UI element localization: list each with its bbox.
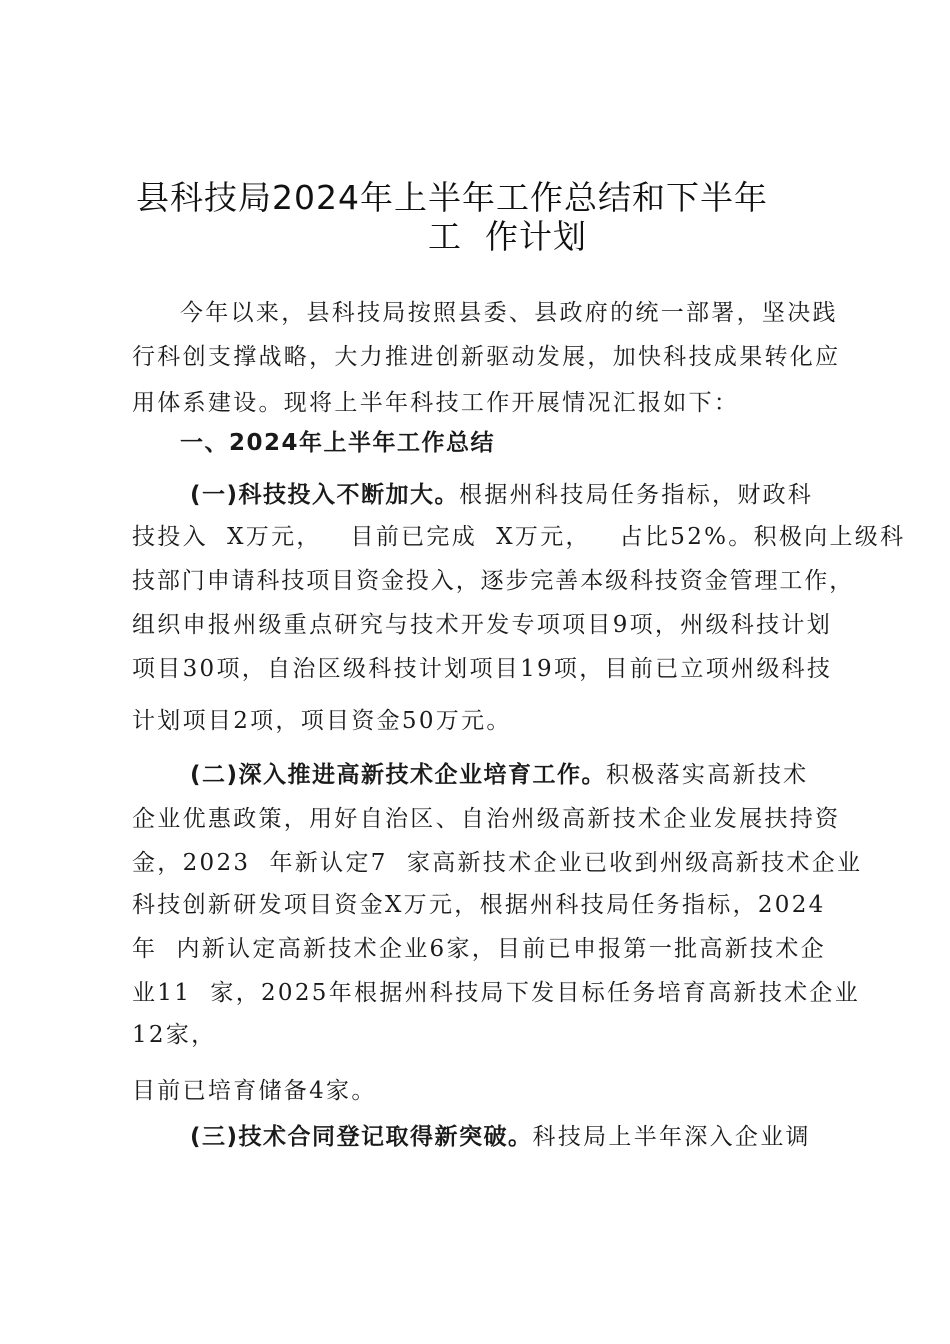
intro-line: 今年以来，县科技局按照县委、县政府的统一部署，坚决践 (180, 300, 838, 326)
item-2-line: 业11 家，2025年根据州科技局下发目标任务培育高新技术企业 (132, 980, 861, 1006)
item-2-line-1 (190, 760, 950, 790)
item-1-line: 项目30项，自治区级科技计划项目19项，目前已立项州级科技 (132, 656, 833, 682)
item-2-text: 积极落实高新技术 (606, 762, 809, 788)
item-3-text: 科技局上半年深入企业调 (532, 1124, 811, 1150)
item-2-line: 12家， (132, 1022, 217, 1048)
item-1-heading: (一)科技投入不断加大。 (190, 482, 460, 508)
item-1-line: 计划项目2项，项目资金50万元。 (132, 708, 512, 734)
item-2-line: 企业优惠政策，用好自治区、自治州级高新技术企业发展扶持资 (132, 806, 841, 832)
item-3-heading: (三)技术合同登记取得新突破。 (190, 1124, 533, 1150)
item-2-line: 目前已培育储备4家。 (132, 1078, 377, 1104)
item-1-text: 根据州科技局任务指标，财政科 (459, 482, 814, 508)
intro-line: 行科创支撑战略，大力推进创新驱动发展，加快科技成果转化应 (132, 344, 841, 370)
document-title-line-1: 县科技局2024年上半年工作总结和下半年 (136, 178, 768, 217)
item-2-heading: (二)深入推进高新技术企业培育工作。 (190, 762, 607, 788)
item-3-line-1 (190, 1122, 950, 1152)
item-1-line: 技投入 X万元， 目前已完成 X万元， 占比52%。积极向上级科 (132, 524, 906, 550)
item-2-line: 科技创新研发项目资金X万元，根据州科技局任务指标，2024 (132, 892, 826, 918)
item-1-line: 组织申报州级重点研究与技术开发专项项目9项，州级科技计划 (132, 612, 833, 638)
item-1-line-1 (190, 480, 950, 510)
item-1-line: 技部门申请科技项目资金投入，逐步完善本级科技资金管理工作， (132, 568, 855, 594)
item-2-line: 金，2023 年新认定7 家高新技术企业已收到州级高新技术企业 (132, 850, 863, 876)
item-2-line: 年 内新认定高新技术企业6家，目前已申报第一批高新技术企 (132, 936, 826, 962)
section-heading: 一、2024年上半年工作总结 (180, 430, 496, 456)
intro-line: 用体系建设。现将上半年科技工作开展情况汇报如下： (132, 390, 740, 416)
document-title-line-2: 工 作计划 (428, 217, 587, 256)
